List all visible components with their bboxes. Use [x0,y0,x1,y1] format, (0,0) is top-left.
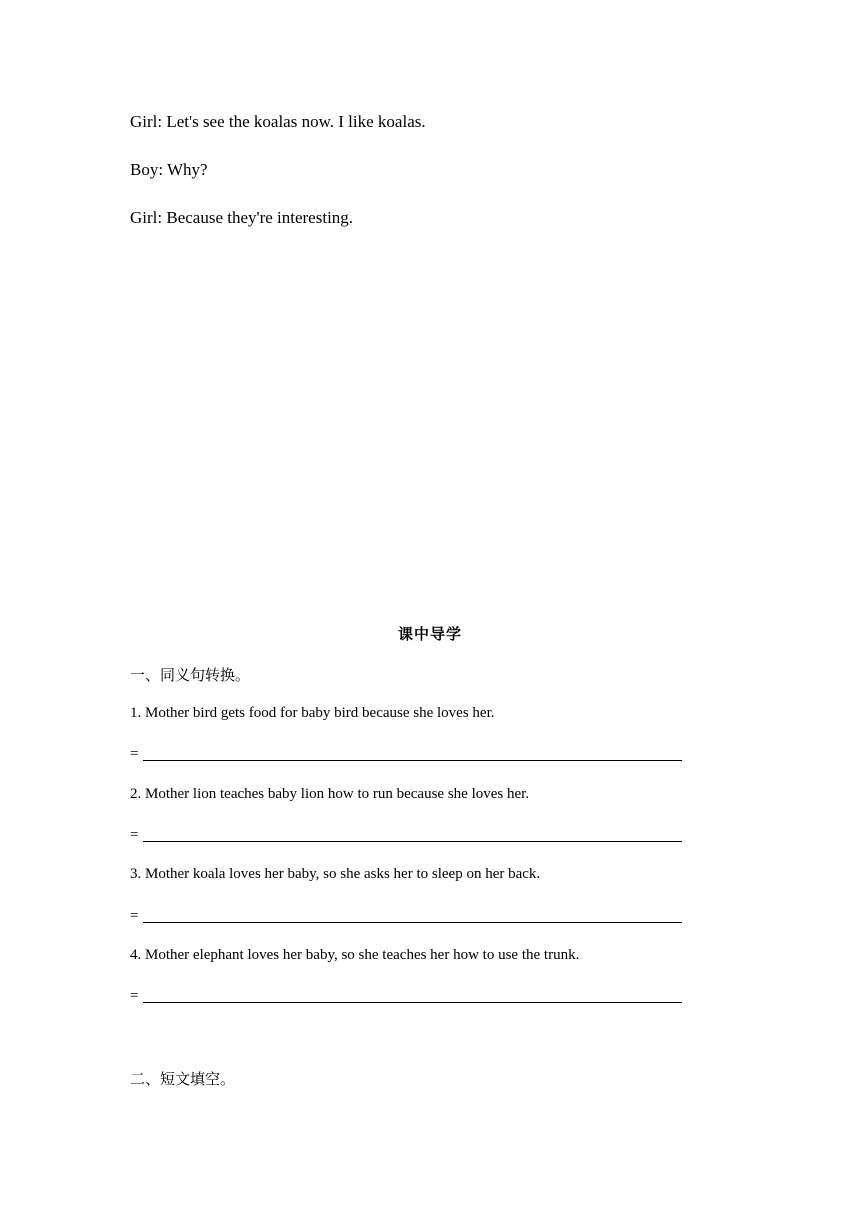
answer-row-1[interactable] [130,746,682,766]
dialogue-line-3: Girl: Because they're interesting. [130,208,354,227]
question-1: 1. Mother bird gets food for baby bird because she loves her. [130,705,495,721]
dialogue-line-1: Girl: Let's see the koalas now. I like koalas. [130,112,426,131]
dialogue-line-2: Boy: Why? [130,160,208,179]
equals-sign: = [130,746,139,762]
question-4: 4. Mother elephant loves her baby, so she teaches her how to use the trunk. [130,947,580,963]
part1-heading: 一、同义句转换。 [130,666,251,684]
answer-row-3[interactable] [130,908,682,928]
answer-blank-1[interactable] [143,760,682,761]
answer-blank-4[interactable] [143,1002,682,1003]
answer-blank-3[interactable] [143,922,682,923]
answer-row-2[interactable] [130,827,682,847]
equals-sign: = [130,827,139,843]
equals-sign: = [130,988,139,1004]
section-title: 课中导学 [397,625,462,643]
equals-sign: = [130,908,139,924]
answer-row-4[interactable] [130,988,682,1008]
question-3: 3. Mother koala loves her baby, so she asks her to sleep on her back. [130,866,541,882]
question-2: 2. Mother lion teaches baby lion how to run because she loves her. [130,786,530,802]
answer-blank-2[interactable] [143,841,682,842]
part2-heading: 二、短文填空。 [130,1070,236,1088]
